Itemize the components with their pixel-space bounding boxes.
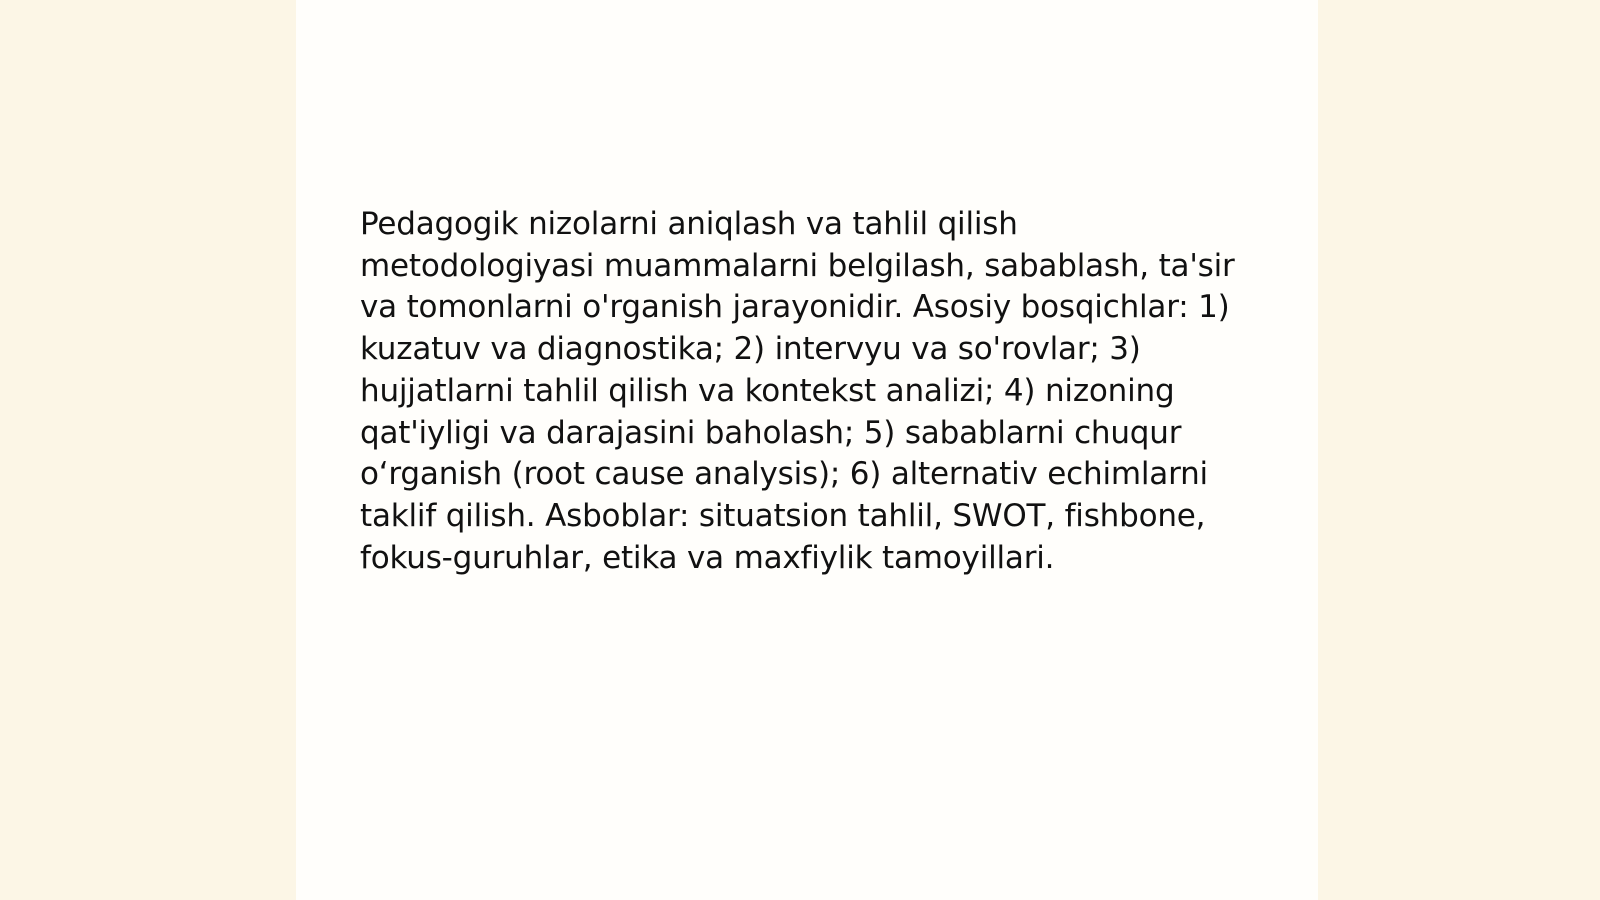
slide-content-panel (296, 0, 1318, 900)
slide-body-text: Pedagogik nizolarni aniqlash va tahlil qilish metodologiyasi muammalarni belgilash, sabablash, ta'sir va tomonlarni o'rganish jarayonidir. Asosiy bosqichlar: 1) kuzatuv va diagnostika; 2) intervyu va so'rovlar; 3) hujjatlarni tahlil qilish va kontekst analizi; 4) nizoning qat'iyligi va darajasini baholash; 5) sabablarni chuqur o‘rganish (root cause analysis); 6) alternativ echimlarni taklif qilish. Asboblar: situatsion tahlil, SWOT, fishbone, fokus-guruhlar, etika va maxfiylik tamoyillari. (360, 206, 1235, 576)
